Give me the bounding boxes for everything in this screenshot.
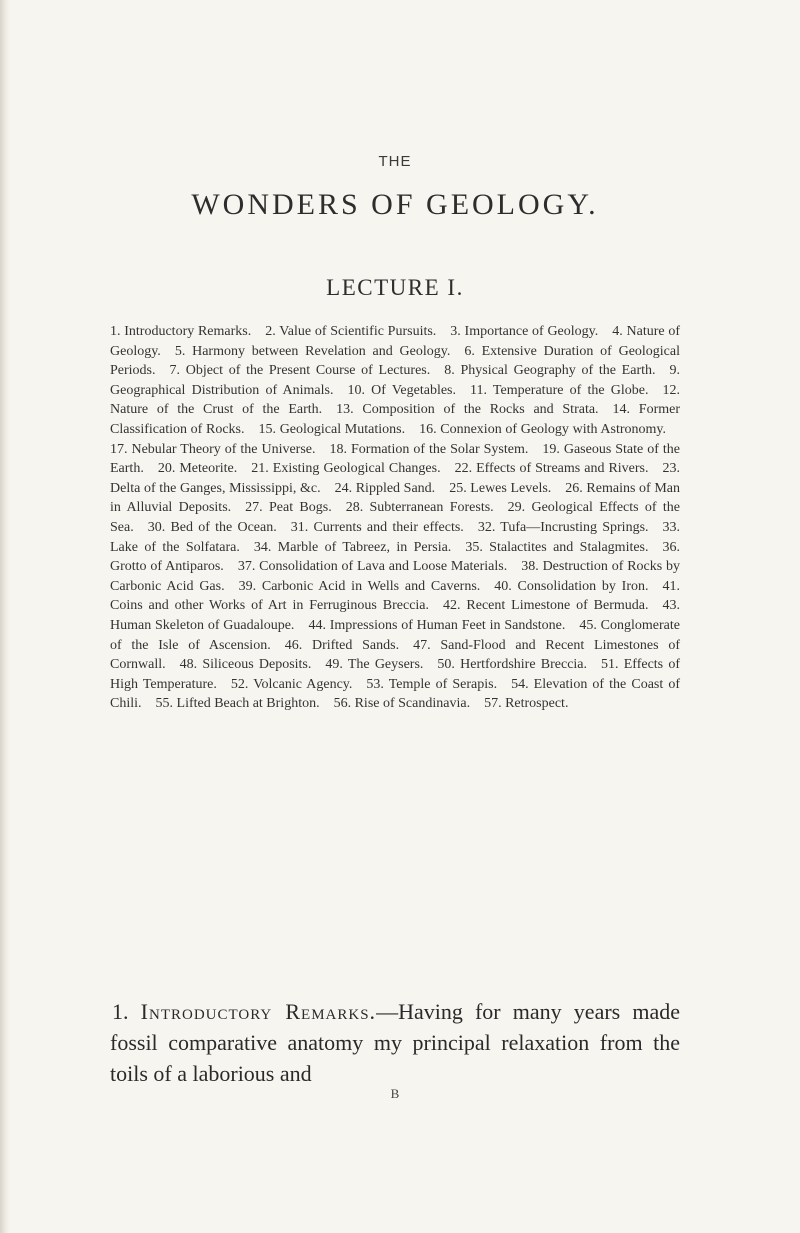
summary-item: 56. Rise of Scandinavia. — [333, 696, 471, 712]
summary-item: 34. Marble of Tabreez, in Persia. — [253, 539, 452, 555]
summary-item: 30. Bed of the Ocean. — [147, 519, 277, 535]
summary-item: 11. Temperature of the Globe. — [470, 382, 649, 398]
summary-item: 4. Nature of Geology. — [110, 324, 680, 359]
summary-item: 24. Rippled Sand. — [334, 480, 436, 496]
summary-item: 19. Gaseous State of the Earth. — [110, 441, 680, 477]
summary-item: 29. Geological Effects of the Sea. — [110, 500, 681, 535]
summary-item: 23. Delta of the Ganges, Mississippi, &c. — [110, 461, 681, 496]
summary-item: 25. Lewes Levels. — [449, 480, 552, 496]
summary-item: 26. Remains of Man in Alluvial Deposits. — [110, 480, 680, 516]
summary-item: 18. Formation of the Solar System. — [329, 441, 529, 457]
summary-item: 12. Nature of the Crust of the Earth. — [110, 382, 680, 418]
summary-item: 10. Of Vegetables. — [347, 382, 456, 398]
summary-item: 57. Retrospect. — [484, 696, 569, 712]
summary-item: 16. Connexion of Geology with Astronomy. — [419, 421, 666, 437]
summary-item: 40. Consolidation by Iron. — [494, 578, 649, 594]
signature-mark: B — [390, 1086, 400, 1101]
summary-item: 35. Stalactites and Stalagmites. — [465, 539, 649, 555]
summary-item: 49. The Geysers. — [325, 657, 424, 673]
summary-item: 47. Sand-Flood and Recent Limestones of Cornwall. — [110, 637, 680, 673]
summary-item: 36. Grotto of Antiparos. — [110, 539, 681, 575]
lecture-heading: LECTURE I. — [326, 275, 464, 300]
summary-item: 38. Destruction of Rocks by Carbonic Acid Gas. — [110, 559, 681, 594]
summary-item: 33. Lake of the Solfatara. — [110, 519, 681, 555]
summary-item: 39. Carbonic Acid in Wells and Caverns. — [238, 578, 481, 594]
summary-item: 21. Existing Geological Changes. — [251, 461, 441, 477]
summary-item: 32. Tufa—Incrusting Springs. — [477, 519, 649, 535]
summary-item: 53. Temple of Serapis. — [366, 676, 498, 692]
summary-item: 8. Physical Geography of the Earth. — [444, 363, 656, 379]
summary-item: 52. Volcanic Agency. — [230, 676, 353, 692]
summary-item: 54. Elevation of the Coast of Chili. — [110, 676, 680, 712]
summary-item: 7. Object of the Present Course of Lectures. — [169, 363, 431, 379]
summary-item: 5. Harmony between Revelation and Geology. — [174, 343, 451, 359]
summary-item: 14. Former Classification of Rocks. — [110, 402, 680, 437]
summary-item: 9. Geographical Distribution of Animals. — [110, 363, 680, 398]
summary-item: 22. Effects of Streams and Rivers. — [454, 461, 649, 477]
running-head: THE — [378, 153, 412, 170]
summary-item: 42. Recent Limestone of Bermuda. — [443, 598, 649, 614]
summary-item: 45. Conglomerate of the Isle of Ascension. — [110, 617, 680, 653]
summary-item: 31. Currents and their effects. — [290, 519, 464, 535]
section-heading: Introductory Remarks. — [140, 999, 377, 1024]
summary-item: 3. Importance of Geology. — [450, 324, 599, 339]
summary-item: 28. Subterranean Forests. — [345, 500, 494, 516]
summary-item: 13. Composition of the Rocks and Strata. — [336, 402, 599, 418]
summary-item: 20. Meteorite. — [157, 461, 238, 477]
summary-item: 1. Introductory Remarks. — [110, 324, 252, 339]
summary-item: 48. Siliceous Deposits. — [179, 657, 312, 673]
summary-item: 44. Impressions of Human Feet in Sandstone. — [308, 617, 566, 633]
summary-item: 15. Geological Mutations. — [258, 421, 406, 437]
body-paragraph — [110, 996, 680, 1089]
summary-item: 43. Human Skeleton of Guadaloupe. — [110, 598, 680, 633]
summary-item: 41. Coins and other Works of Art in Ferruginous Breccia. — [110, 578, 680, 614]
body-text: —Having for many years made fossil comparative anatomy my principal relaxation from the toils of a laborious and — [110, 999, 681, 1086]
lecture-summary — [110, 322, 680, 714]
summary-item: 27. Peat Bogs. — [245, 500, 332, 516]
summary-item: 6. Extensive Duration of Geological Periods. — [110, 343, 680, 379]
summary-item: 51. Effects of High Temperature. — [110, 657, 680, 692]
summary-item: 55. Lifted Beach at Brighton. — [155, 696, 320, 712]
summary-item: 17. Nebular Theory of the Universe. — [110, 441, 316, 457]
page-edge-shadow — [0, 0, 10, 1233]
summary-item: 37. Consolidation of Lava and Loose Materials. — [237, 559, 508, 575]
summary-item: 2. Value of Scientific Pursuits. — [265, 324, 437, 339]
book-title: WONDERS OF GEOLOGY. — [191, 188, 599, 221]
summary-item: 50. Hertfordshire Breccia. — [437, 657, 588, 673]
section-number: 1. — [112, 999, 129, 1024]
summary-item: 46. Drifted Sands. — [284, 637, 400, 653]
